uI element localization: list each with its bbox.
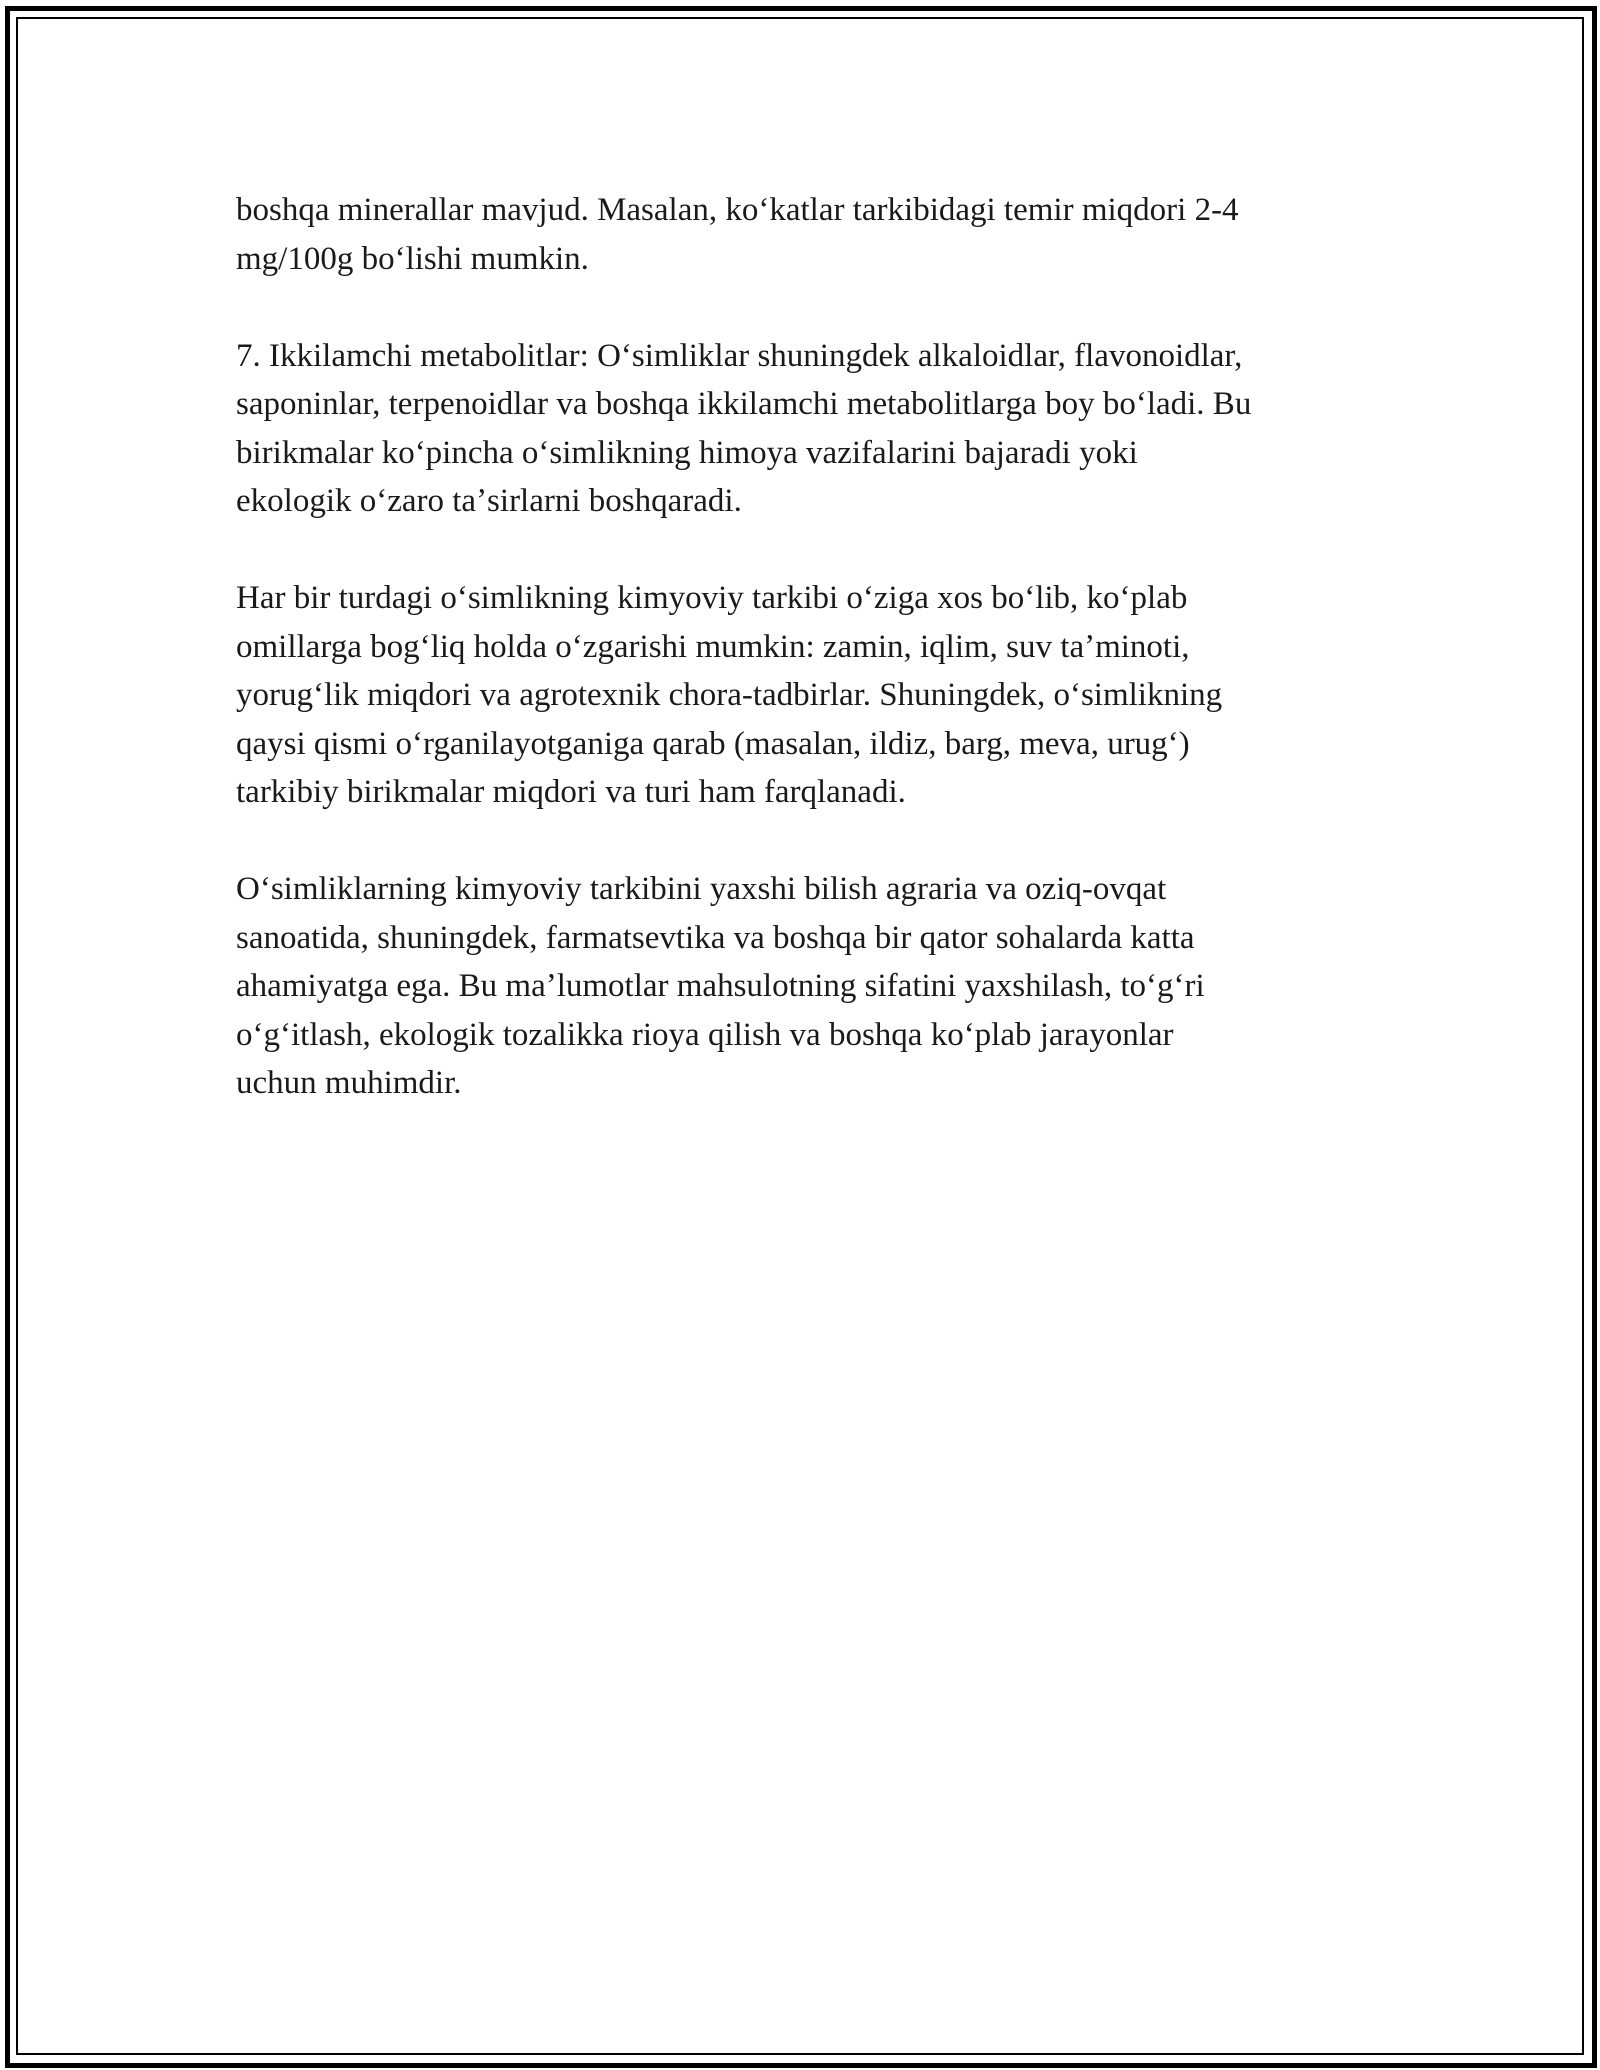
text-line: 7. Ikkilamchi metabolitlar: Oʻsimliklar shuningdek alkaloidlar, flavonoidlar, <box>236 337 1243 374</box>
text-line: oʻgʻitlash, ekologik tozalikka rioya qilish va boshqa koʻplab jarayonlar <box>236 1016 1174 1053</box>
text-line: sanoatida, shuningdek, farmatsevtika va boshqa bir qator sohalarda katta <box>236 919 1195 956</box>
document-body <box>236 186 1396 1156</box>
text-line: ahamiyatga ega. Bu maʼlumotlar mahsulotning sifatini yaxshilash, toʻgʻri <box>236 968 1205 1004</box>
text-line: ekologik oʻzaro taʼsirlarni boshqaradi. <box>236 483 742 519</box>
text-line: birikmalar koʻpincha oʻsimlikning himoya vazifalarini bajaradi yoki <box>236 434 1138 471</box>
paragraph-importance <box>236 865 1396 1108</box>
text-line: saponinlar, terpenoidlar va boshqa ikkilamchi metabolitlarga boy boʻladi. Bu <box>236 386 1252 422</box>
paragraph-minerals <box>236 186 1396 283</box>
text-line: Oʻsimliklarning kimyoviy tarkibini yaxshi bilish agraria va oziq-ovqat <box>236 871 1167 907</box>
text-line: yorugʻlik miqdori va agrotexnik chora-tadbirlar. Shuningdek, oʻsimlikning <box>236 677 1223 713</box>
text-line: omillarga bogʻliq holda oʻzgarishi mumkin: zamin, iqlim, suv taʼminoti, <box>236 628 1190 665</box>
text-line: tarkibiy birikmalar miqdori va turi ham farqlanadi. <box>236 774 906 810</box>
paragraph-secondary-metabolites <box>236 332 1396 526</box>
text-line: qaysi qismi oʻrganilayotganiga qarab (masalan, ildiz, barg, meva, urugʻ) <box>236 725 1190 762</box>
paragraph-composition-factors <box>236 574 1396 817</box>
text-line: uchun muhimdir. <box>236 1065 462 1101</box>
text-line: boshqa minerallar mavjud. Masalan, koʻkatlar tarkibidagi temir miqdori 2-4 <box>236 192 1239 228</box>
text-line: Har bir turdagi oʻsimlikning kimyoviy tarkibi oʻziga xos boʻlib, koʻplab <box>236 580 1188 616</box>
text-line: mg/100g boʻlishi mumkin. <box>236 240 589 277</box>
